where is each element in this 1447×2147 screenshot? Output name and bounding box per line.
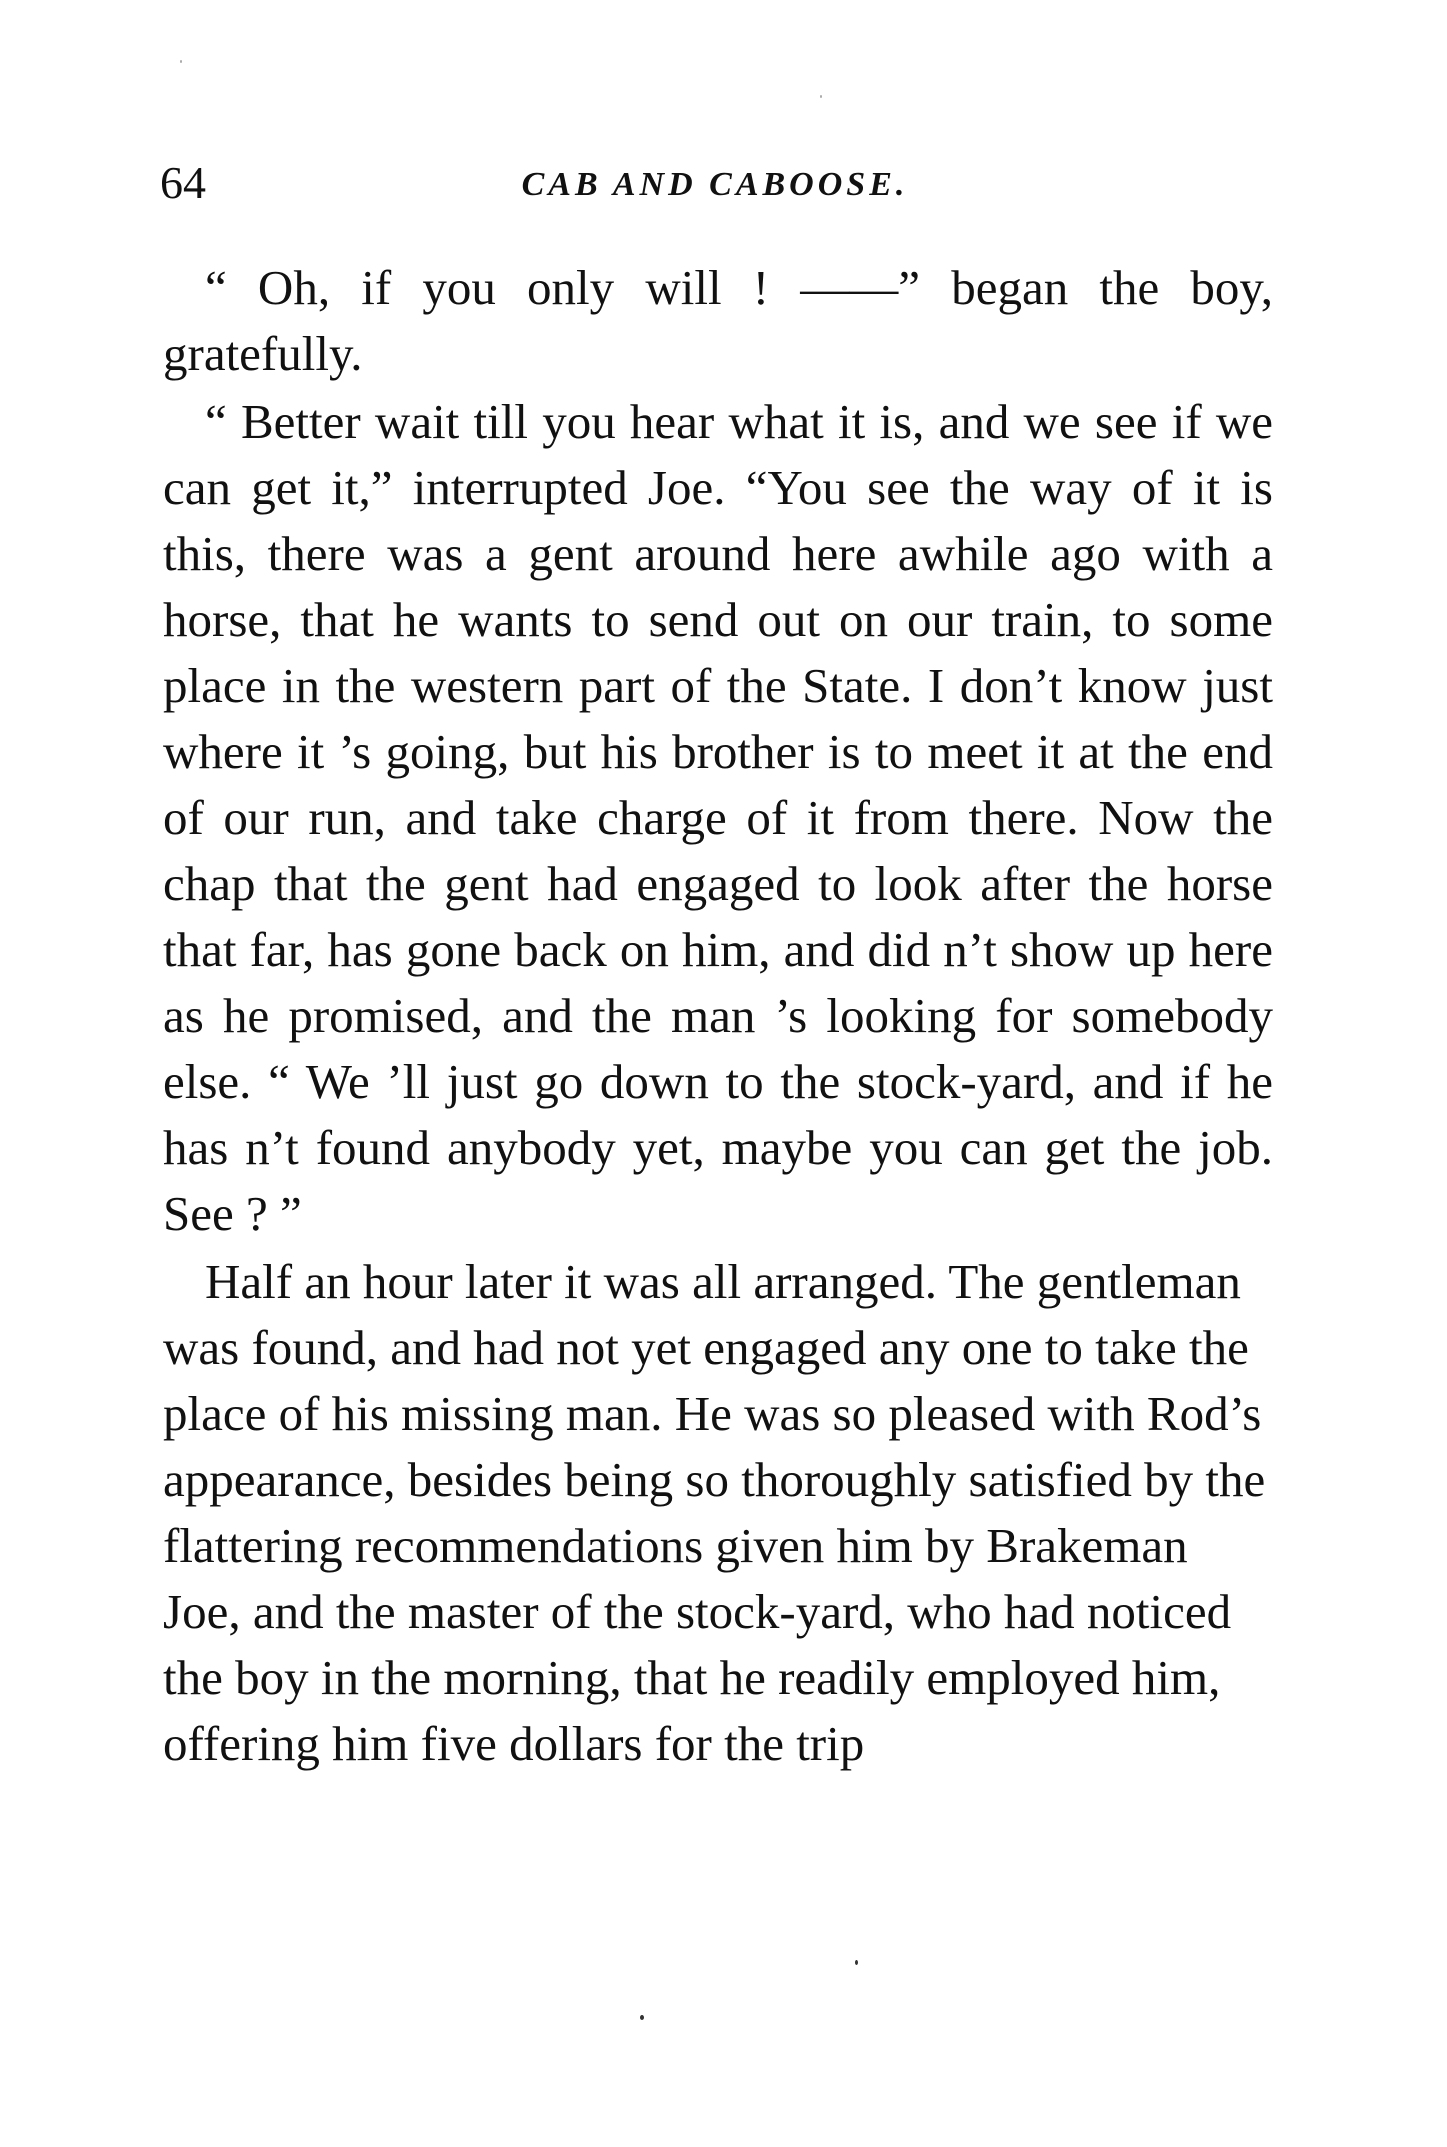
print-speck: [640, 2015, 644, 2020]
print-speck: [855, 1960, 858, 1965]
running-title: CAB AND CABOOSE.: [521, 166, 909, 203]
page-number: 64: [160, 157, 206, 208]
print-speck: [180, 60, 182, 63]
page-header: [160, 157, 1270, 230]
paragraph-2: “ Better wait till you hear what it is, and we see if we can get it,” interrupted Joe. “You see the way of it is this, there was a gent around here awhile ago with a horse, that he wants to send out on our train, to some place in the western part of the State. I don’t know just where it ’s going, but his brother is to meet it at the end of our run, and take charge of it from there. Now the chap that the gent had engaged to look after the horse that far, has gone back on him, and did n’t show up here as he promised, and the man ’s looking for somebody else. “ We ’ll just go down to the stock-yard, and if he has n’t found anybody yet, maybe you can get the job. See ? ”: [163, 394, 1273, 1241]
paragraph-3: Half an hour later it was all arranged. The gentleman was found, and had not yet engaged any one to take the place of his missing man. He was so pleased with Rod’s appearance, besides being so thoroughly satisfied by the flattering recommendations given him by Brakeman Joe, and the master of the stock-yard, who had noticed the boy in the morning, that he readily employed him, offering him five dollars for the trip: [163, 1254, 1266, 1771]
paragraph-1: “ Oh, if you only will ! ——” began the boy, gratefully.: [163, 260, 1273, 381]
body-text: [163, 255, 1273, 1777]
print-speck: [820, 95, 822, 98]
